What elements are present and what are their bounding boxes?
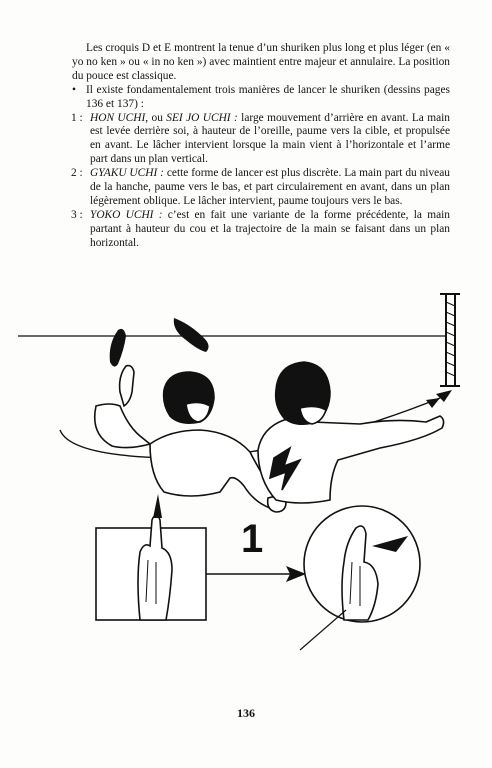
hand-detail-circle xyxy=(300,506,420,650)
step-number-label: 1 xyxy=(241,517,264,561)
list-item-gyaku-uchi xyxy=(72,167,450,209)
term-yoko-uchi: YOKO UCHI : xyxy=(90,208,163,221)
list-item-yoko-uchi xyxy=(72,209,450,251)
page-number: 136 xyxy=(237,706,255,720)
item-number: 3 : xyxy=(71,208,83,221)
target-board xyxy=(440,294,460,386)
item-text: c’est en fait une variante de la forme précédente, la main partant à hauteur du cou et la trajectoire de la main se faisant dans un plan horizontal. xyxy=(90,208,451,249)
list-item-hon-uchi xyxy=(72,112,450,168)
bullet-paragraph xyxy=(72,84,450,112)
intro-paragraph: Les croquis D et E montrent la tenue d’un shuriken plus long et plus léger (en « yo no ken » ou « in no ken ») avec maintient entre majeur et annulaire. La position du pouce est classique. xyxy=(72,42,450,82)
bullet-mark: • xyxy=(72,83,76,96)
shuriken-silhouette-icon xyxy=(174,318,209,352)
shuriken-silhouette-icon xyxy=(110,329,126,367)
body-text xyxy=(72,42,450,251)
item-text: cette forme de lancer est plus discrète. La main part du niveau de la hanche, paume vers le bas, et part circulairement en avant, dans un plan légèrement oblique. Le lâcher intervient, paume toujours vers le bas. xyxy=(90,167,450,207)
arrow-head-icon xyxy=(436,390,452,402)
bullet-text: Il existe fondamentalement trois manières de lancer le shuriken (dessins pages 136 et 137) : xyxy=(86,83,450,110)
hand-inset-left xyxy=(96,494,206,620)
throwing-illustration xyxy=(0,280,492,660)
term-sei-jo-uchi: SEI JO UCHI : xyxy=(166,111,238,124)
term-gyaku-uchi: GYAKU UCHI : xyxy=(90,167,164,180)
thrower-figure-left xyxy=(95,366,286,512)
item-number: 1 : xyxy=(71,111,83,124)
term-hon-uchi: HON UCHI xyxy=(90,111,146,124)
term-joiner: , ou xyxy=(145,111,167,124)
item-text: large mouvement d’arrière en avant. La main est levée derrière soi, à hauteur de l’oreille, paume vers la cible, et propulsée en avant. Le lâcher intervient lorsque la main vient à l’horizontale et l’arme part dans un plan vertical. xyxy=(90,111,450,166)
item-number: 2 : xyxy=(71,167,83,180)
thrower-figure-right xyxy=(258,362,444,503)
